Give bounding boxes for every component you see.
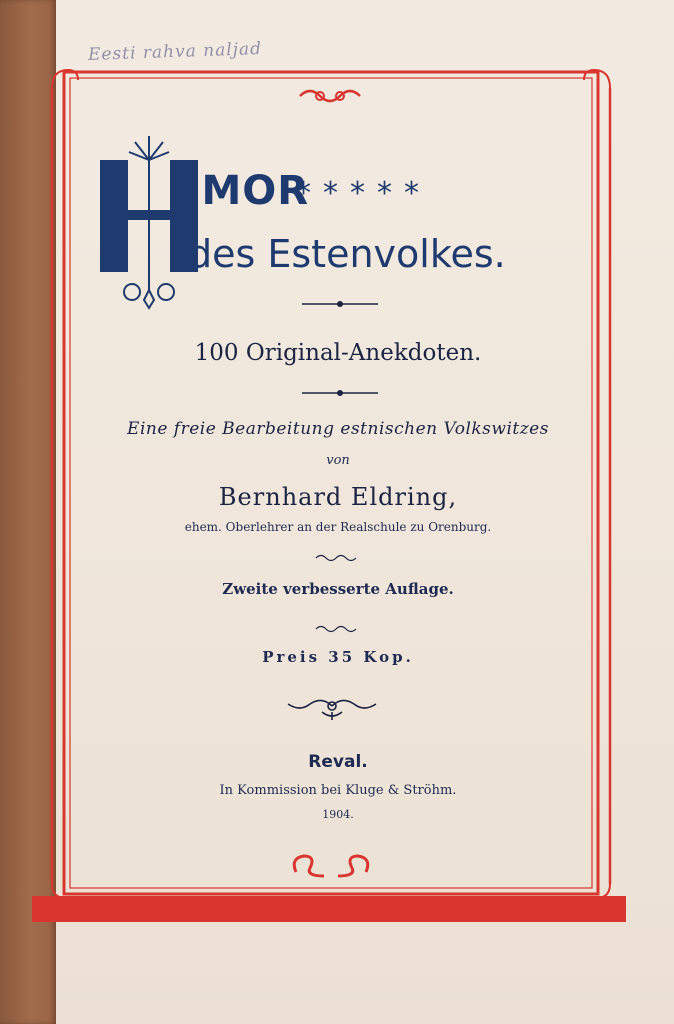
small-divider-ornament [314, 553, 358, 563]
flourish-ornament [282, 692, 382, 722]
edition-line: Zweite verbesserte Auflage. [222, 580, 454, 598]
small-divider-ornament [314, 624, 358, 634]
anecdotes-line: 100 Original-Anekdoten. [194, 340, 482, 366]
author-name: Bernhard Eldring, [218, 483, 458, 511]
red-bottom-band [32, 896, 626, 922]
title-stars: ***** [296, 176, 431, 211]
title-text: UMOR [168, 168, 310, 214]
imprint-publisher: In Kommission bei Kluge & Ströhm. [219, 783, 457, 798]
description-line: Eine freie Bearbeitung estnischen Volkswitzes [127, 419, 549, 439]
divider-ornament [300, 387, 380, 399]
handwritten-note: Eesti rahva naljad [87, 38, 263, 66]
author-title: ehem. Oberlehrer an der Realschule zu Orenburg. [184, 520, 492, 534]
imprint-year: 1904. [322, 808, 354, 821]
title-subtitle: des Estenvolkes. [188, 232, 506, 276]
by-line: von [326, 453, 350, 468]
price-line: Preis 35 Kop. [262, 648, 414, 666]
divider-ornament [300, 298, 380, 310]
imprint-city: Reval. [308, 752, 368, 772]
ornamental-h-initial [100, 130, 240, 320]
